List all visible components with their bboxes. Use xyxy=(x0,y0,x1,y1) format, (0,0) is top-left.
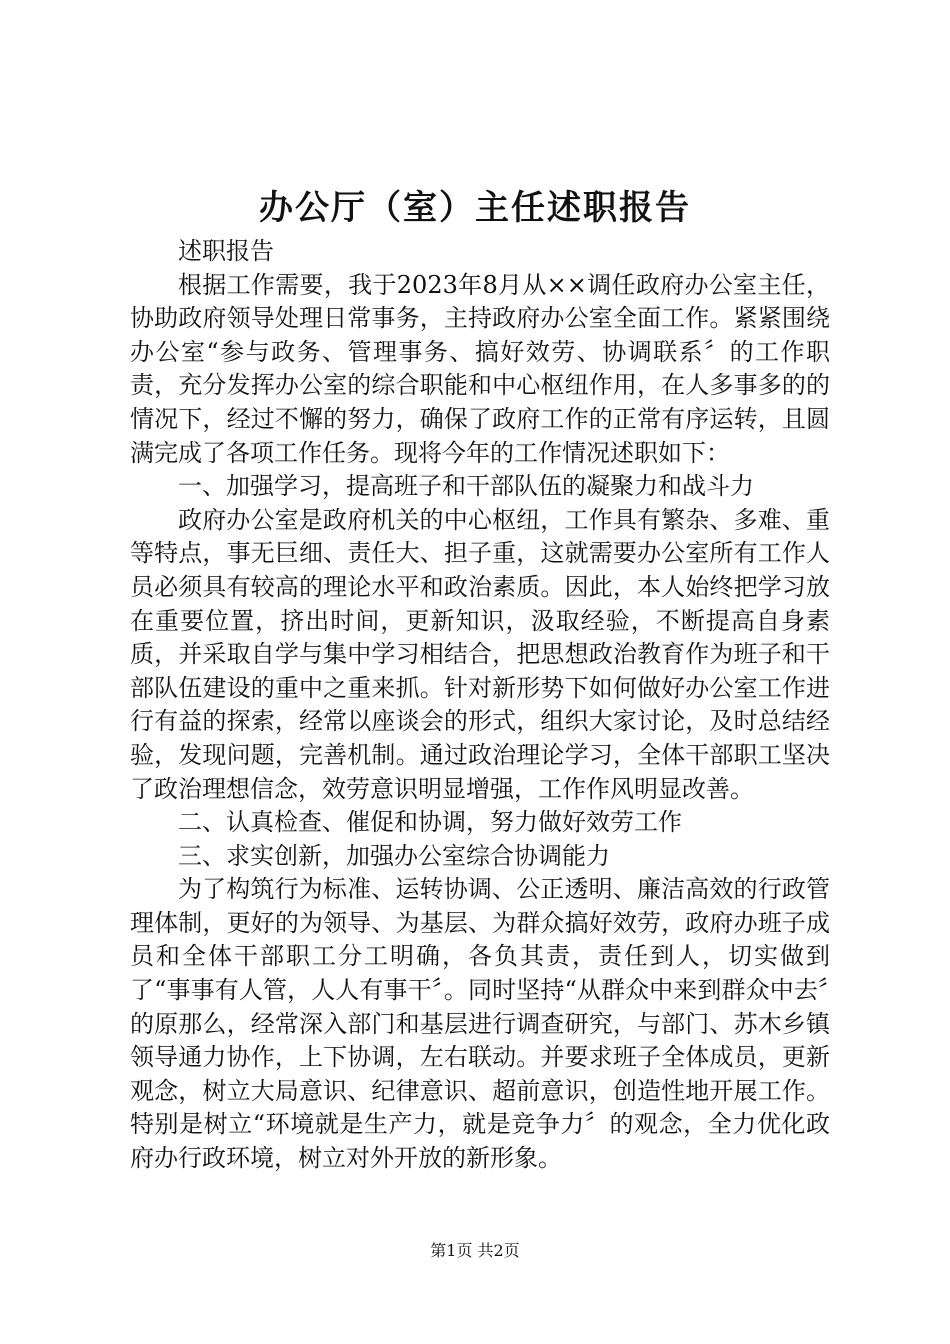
paragraph-section-1: 政府办公室是政府机关的中心枢纽，工作具有繁杂、多难、重等特点，事无巨细、责任大、担子重，这就需要办公室所有工作人员必须具有较高的理论水平和政治素质。因此，本人始终把学习放在重要位置，挤出时间，更新知识，汲取经验，不断提高自身素质，并采取自学与集中学习相结合，把思想政治教育作为班子和干部队伍建设的重中之重来抓。针对新形势下如何做好办公室工作进行有益的探索，经常以座谈会的形式，组织大家讨论，及时总结经验，发现问题，完善机制。通过政治理论学习，全体干部职工坚决了政治理想信念，效劳意识明显增强，工作作风明显改善。 xyxy=(130,505,830,803)
paragraph-intro: 根据工作需要，我于2023年8月从××调任政府办公室主任，协助政府领导处理日常事务，主持政府办公室全面工作。紧紧围绕办公室“参与政务、管理事务、搞好效劳、协调联系〞的工作职责，充分发挥办公室的综合职能和中心枢纽作用，在人多事多的的情况下，经过不懈的努力，确保了政府工作的正常有序运转，且圆满完成了各项工作任务。现将今年的工作情况述职如下： xyxy=(130,270,830,467)
section-heading-3: 三、求实创新，加强办公室综合协调能力 xyxy=(178,841,610,870)
paragraph-heading-label: 述职报告 xyxy=(178,237,274,265)
section-heading-1: 一、加强学习，提高班子和干部队伍的凝聚力和战斗力 xyxy=(178,472,754,501)
document-body xyxy=(130,235,830,1176)
paragraph-section-3: 为了构筑行为标准、运转协调、公正透明、廉洁高效的行政管理体制，更好的为领导、为基层、为群众搞好效劳，政府办班子成员和全体干部职工分工明确，各负其责，责任到人，切实做到了“事事有人管，人人有事干〞。同时坚持“从群众中来到群众中去〞的原那么，经常深入部门和基层进行调查研究，与部门、苏木乡镇领导通力协作，上下协调，左右联动。并要求班子全体成员，更新观念，树立大局意识、纪律意识、超前意识，创造性地开展工作。特别是树立“环境就是生产力，就是竞争力〞的观念，全力优化政府办行政环境，树立对外开放的新形象。 xyxy=(130,875,830,1173)
page-number-footer: 第1页 共2页 xyxy=(430,1241,520,1260)
section-heading-2: 二、认真检查、催促和协调，努力做好效劳工作 xyxy=(178,808,682,837)
document-title: 办公厅（室）主任述职报告 xyxy=(259,188,691,228)
